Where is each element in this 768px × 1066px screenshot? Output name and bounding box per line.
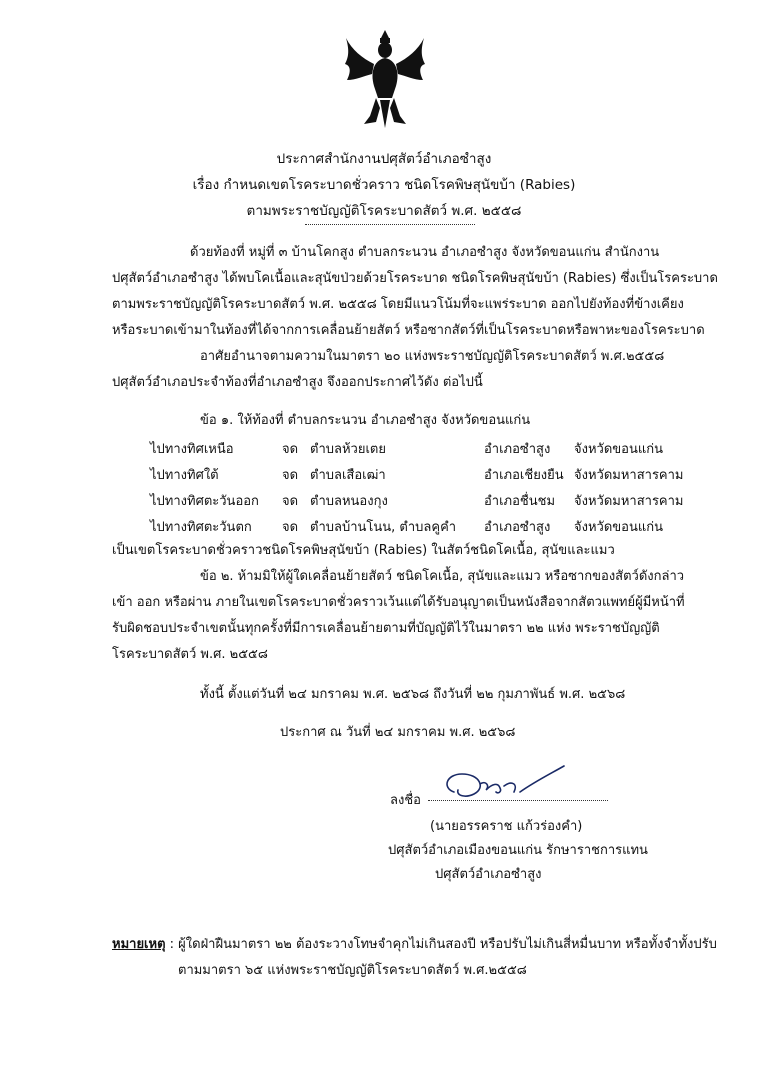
clause-2-line-3: รับผิดชอบประจำเขตนั้นทุกครั้งที่มีการเคลื่อนย้ายตามที่บัญญัติไว้ในมาตรา ๒๒ แห่ง พระราชบัญญัติ: [112, 621, 660, 636]
border-tambon: ตำบลบ้านโนน, ตำบลคูคำ: [310, 520, 457, 535]
signer-position-2: ปศุสัตว์อำเภอซำสูง: [435, 867, 542, 882]
body-p1-line-2: ปศุสัตว์อำเภอซำสูง ได้พบโคเนื้อและสุนัขป่วยด้วยโรคระบาด ชนิดโรคพิษสุนัขบ้า (Rabies) ซึ่งเป็นโรคระบาด: [112, 271, 718, 286]
border-direction: ไปทางทิศตะวันตก: [150, 520, 252, 535]
title-line-2: เรื่อง กำหนดเขตโรคระบาดชั่วคราว ชนิดโรคพิษสุนัขบ้า (Rabies): [192, 177, 576, 193]
body-p2-line-2: ปศุสัตว์อำเภอประจำท้องที่อำเภอซำสูง จึงออกประกาศไว้ดัง ต่อไปนี้: [112, 375, 483, 390]
note-line-1: [112, 936, 717, 954]
body-p1-line-4: หรือระบาดเข้ามาในท้องที่ได้จากการเคลื่อนย้ายสัตว์ หรือซากสัตว์ที่เป็นโรคระบาดหรือพาหะของโรคระบาด: [112, 323, 705, 338]
title-line-3: ตามพระราชบัญญัติโรคระบาดสัตว์ พ.ศ. ๒๕๕๘: [246, 203, 522, 219]
border-tambon: ตำบลเสือเฒ่า: [310, 468, 386, 483]
border-direction: ไปทางทิศใต้: [150, 468, 219, 483]
clause-1-end: เป็นเขตโรคระบาดชั่วคราวชนิดโรคพิษสุนัขบ้า (Rabies) ในสัตว์ชนิดโคเนื้อ, สุนัขและแมว: [112, 543, 615, 558]
border-tambon: ตำบลหนองกุง: [310, 494, 388, 509]
border-to: จด: [282, 520, 299, 535]
border-province: จังหวัดขอนแก่น: [574, 442, 663, 457]
border-province: จังหวัดมหาสารคาม: [574, 494, 684, 509]
border-row-north: [0, 438, 768, 456]
handwritten-signature-icon: [440, 762, 570, 804]
title-line-1: ประกาศสำนักงานปศุสัตว์อำเภอซำสูง: [276, 151, 492, 167]
body-p2-line-1: อาศัยอำนาจตามความในมาตรา ๒๐ แห่งพระราชบัญญัติโรคระบาดสัตว์ พ.ศ.๒๕๕๘: [200, 349, 665, 364]
garuda-emblem-icon: [344, 28, 426, 130]
border-row-west: [0, 516, 768, 534]
note-text-1: : ผู้ใดฝ่าฝืนมาตรา ๒๒ ต้องระวางโทษจำคุกไม่เกินสองปี หรือปรับไม่เกินสี่หมื่นบาท หรือทั้งจำทั้งปรับ: [165, 937, 717, 952]
border-amphoe: อำเภอชื่นชม: [484, 494, 556, 509]
border-tambon: ตำบลห้วยเตย: [310, 442, 386, 457]
border-amphoe: อำเภอซำสูง: [484, 520, 551, 535]
border-row-east: [0, 490, 768, 508]
border-province: จังหวัดมหาสารคาม: [574, 468, 684, 483]
body-p1-line-1: ด้วยท้องที่ หมู่ที่ ๓ บ้านโคกสูง ตำบลกระนวน อำเภอซำสูง จังหวัดขอนแก่น สำนักงาน: [190, 245, 660, 260]
signer-position-1: ปศุสัตว์อำเภอเมืองขอนแก่น รักษาราชการแทน: [388, 843, 648, 858]
clause-1: ข้อ ๑. ให้ท้องที่ ตำบลกระนวน อำเภอซำสูง จังหวัดขอนแก่น: [200, 413, 531, 428]
border-direction: ไปทางทิศตะวันออก: [150, 494, 259, 509]
note-line-2: ตามมาตรา ๖๕ แห่งพระราชบัญญัติโรคระบาดสัตว์ พ.ศ.๒๕๕๘: [178, 963, 527, 978]
border-amphoe: อำเภอเชียงยืน: [484, 468, 564, 483]
body-p1-line-3: ตามพระราชบัญญัติโรคระบาดสัตว์ พ.ศ. ๒๕๕๘ โดยมีแนวโน้มที่จะแพร่ระบาด ออกไปยังท้องที่ข้างเคียง: [112, 297, 684, 312]
clause-2-line-1: ข้อ ๒. ห้ามมิให้ผู้ใดเคลื่อนย้ายสัตว์ ชนิดโคเนื้อ, สุนัขและแมว หรือซากของสัตว์ดังกล่าว: [200, 569, 685, 584]
effective-period: ทั้งนี้ ตั้งแต่วันที่ ๒๔ มกราคม พ.ศ. ๒๕๖๘ ถึงวันที่ ๒๒ กุมภาพันธ์ พ.ศ. ๒๕๖๘: [200, 687, 626, 702]
clause-2-line-2: เข้า ออก หรือผ่าน ภายในเขตโรคระบาดชั่วคราวเว้นแต่ได้รับอนุญาตเป็นหนังสือจากสัตวแพทย์ผู้มีหน้าที่: [112, 595, 685, 610]
border-to: จด: [282, 494, 299, 509]
border-row-south: [0, 464, 768, 482]
signature-label: ลงชื่อ: [390, 793, 421, 808]
note-label: หมายเหตุ: [112, 937, 166, 952]
border-amphoe: อำเภอซำสูง: [484, 442, 551, 457]
clause-2-line-4: โรคระบาดสัตว์ พ.ศ. ๒๕๕๘: [112, 647, 268, 662]
announcement-date: ประกาศ ณ วันที่ ๒๔ มกราคม พ.ศ. ๒๕๖๘: [280, 725, 516, 740]
border-direction: ไปทางทิศเหนือ: [150, 442, 234, 457]
border-to: จด: [282, 442, 299, 457]
border-to: จด: [282, 468, 299, 483]
title-divider: [305, 224, 475, 225]
border-province: จังหวัดขอนแก่น: [574, 520, 663, 535]
signer-name: (นายอรรคราช แก้วร่องคำ): [430, 819, 583, 834]
